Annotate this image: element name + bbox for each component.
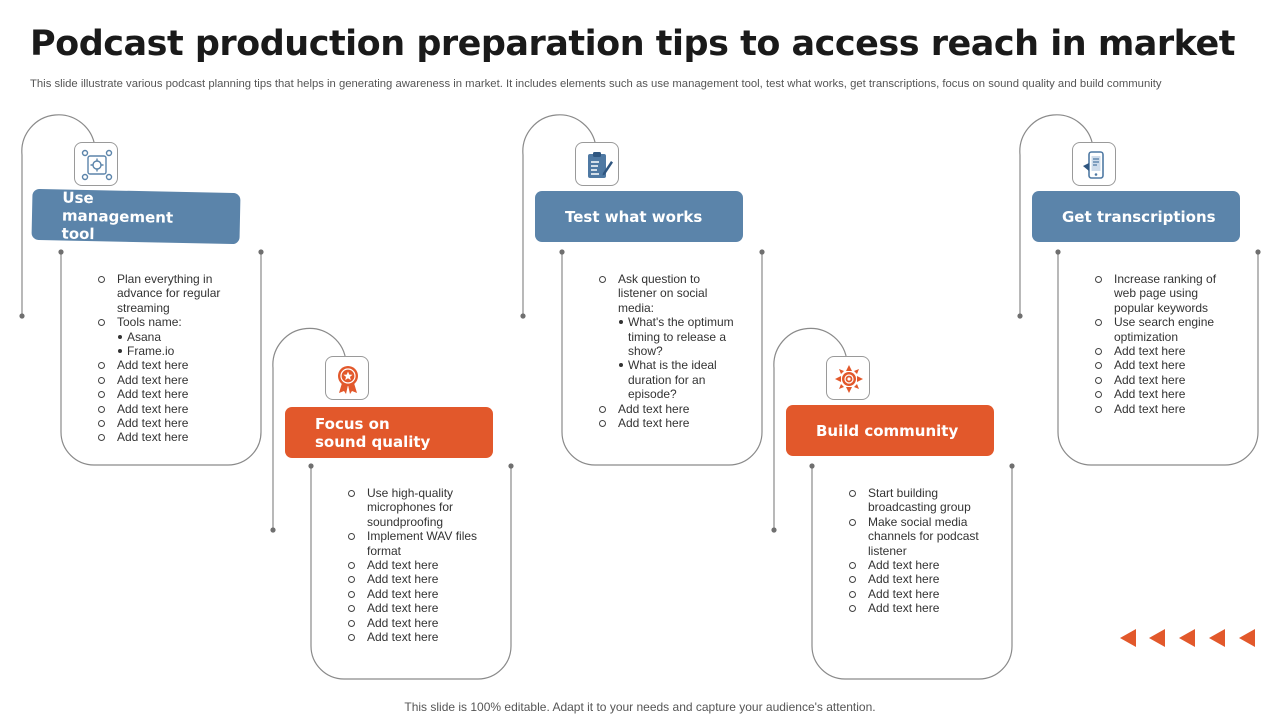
list-item: Add text here (598, 402, 738, 416)
management-gear-network-icon (74, 142, 118, 186)
list-item: Add text here (347, 558, 487, 572)
list-item: Add text here (347, 572, 487, 586)
tip-banner-build-community (786, 405, 994, 456)
list-item: Add text here (97, 416, 237, 430)
list-item: Add text here (347, 587, 487, 601)
list-item: Add text here (347, 630, 487, 644)
list-item: Add text here (1094, 387, 1234, 401)
mobile-transcription-icon (1072, 142, 1116, 186)
tip-banner-get-transcriptions (1032, 191, 1240, 242)
triangle-left-icon (1179, 629, 1195, 647)
tip-label: Build community (816, 421, 959, 440)
triangle-left-icon (1149, 629, 1165, 647)
list-item: What is the ideal duration for an episode? (598, 358, 738, 401)
decorative-arrows (1118, 627, 1260, 649)
tip-1-list (97, 272, 237, 445)
list-item: Add text here (1094, 402, 1234, 416)
tip-banner-test-what-works (535, 191, 743, 242)
triangle-left-icon (1209, 629, 1225, 647)
list-item: What's the optimum timing to release a show? (598, 315, 738, 358)
tip-label: Use management tool (61, 187, 174, 243)
list-item: Add text here (848, 587, 988, 601)
list-item: Add text here (347, 616, 487, 630)
list-item: Add text here (598, 416, 738, 430)
list-item: Add text here (848, 572, 988, 586)
page-subtitle: This slide illustrate various podcast planning tips that helps in generating awareness in market. It includes elements such as use management tool, test what works, get transcriptions, focus on sound quality and build community (30, 78, 1162, 90)
list-item: Increase ranking of web page using popular keywords (1094, 272, 1234, 315)
community-network-icon (826, 356, 870, 400)
triangle-left-icon (1120, 629, 1136, 647)
list-item: Implement WAV files format (347, 529, 487, 558)
tip-banner-focus-on-sound-quality (285, 407, 493, 458)
list-item: Add text here (97, 430, 237, 444)
tip-3-list (598, 272, 738, 430)
tip-2-list (347, 486, 487, 644)
award-badge-icon (325, 356, 369, 400)
list-item: Ask question to listener on social media: (598, 272, 738, 315)
list-item: Add text here (347, 601, 487, 615)
list-item: Tools name: (97, 315, 237, 329)
list-item: Add text here (97, 358, 237, 372)
list-item: Add text here (97, 387, 237, 401)
footer-note: This slide is 100% editable. Adapt it to your needs and capture your audience's attention. (404, 700, 876, 714)
list-item: Add text here (1094, 358, 1234, 372)
list-item: Add text here (97, 373, 237, 387)
clipboard-pen-icon (575, 142, 619, 186)
list-item: Add text here (1094, 344, 1234, 358)
list-item: Use search engine optimization (1094, 315, 1234, 344)
list-item: Start building broadcasting group (848, 486, 988, 515)
tip-4-list (848, 486, 988, 616)
tip-label: Test what works (565, 207, 703, 226)
list-item: Frame.io (97, 344, 237, 358)
tip-banner-use-management-tool (31, 189, 240, 244)
list-item: Use high-quality microphones for soundproofing (347, 486, 487, 529)
list-item: Plan everything in advance for regular streaming (97, 272, 237, 315)
list-item: Add text here (848, 558, 988, 572)
list-item: Add text here (1094, 373, 1234, 387)
tip-label: Get transcriptions (1062, 207, 1216, 226)
list-item: Add text here (848, 601, 988, 615)
tip-label: Focus on sound quality (315, 414, 431, 451)
tip-5-list (1094, 272, 1234, 416)
list-item: Make social media channels for podcast listener (848, 515, 988, 558)
list-item: Asana (97, 330, 237, 344)
list-item: Add text here (97, 402, 237, 416)
triangle-left-icon (1239, 629, 1255, 647)
page-title: Podcast production preparation tips to access reach in market (30, 24, 1235, 64)
